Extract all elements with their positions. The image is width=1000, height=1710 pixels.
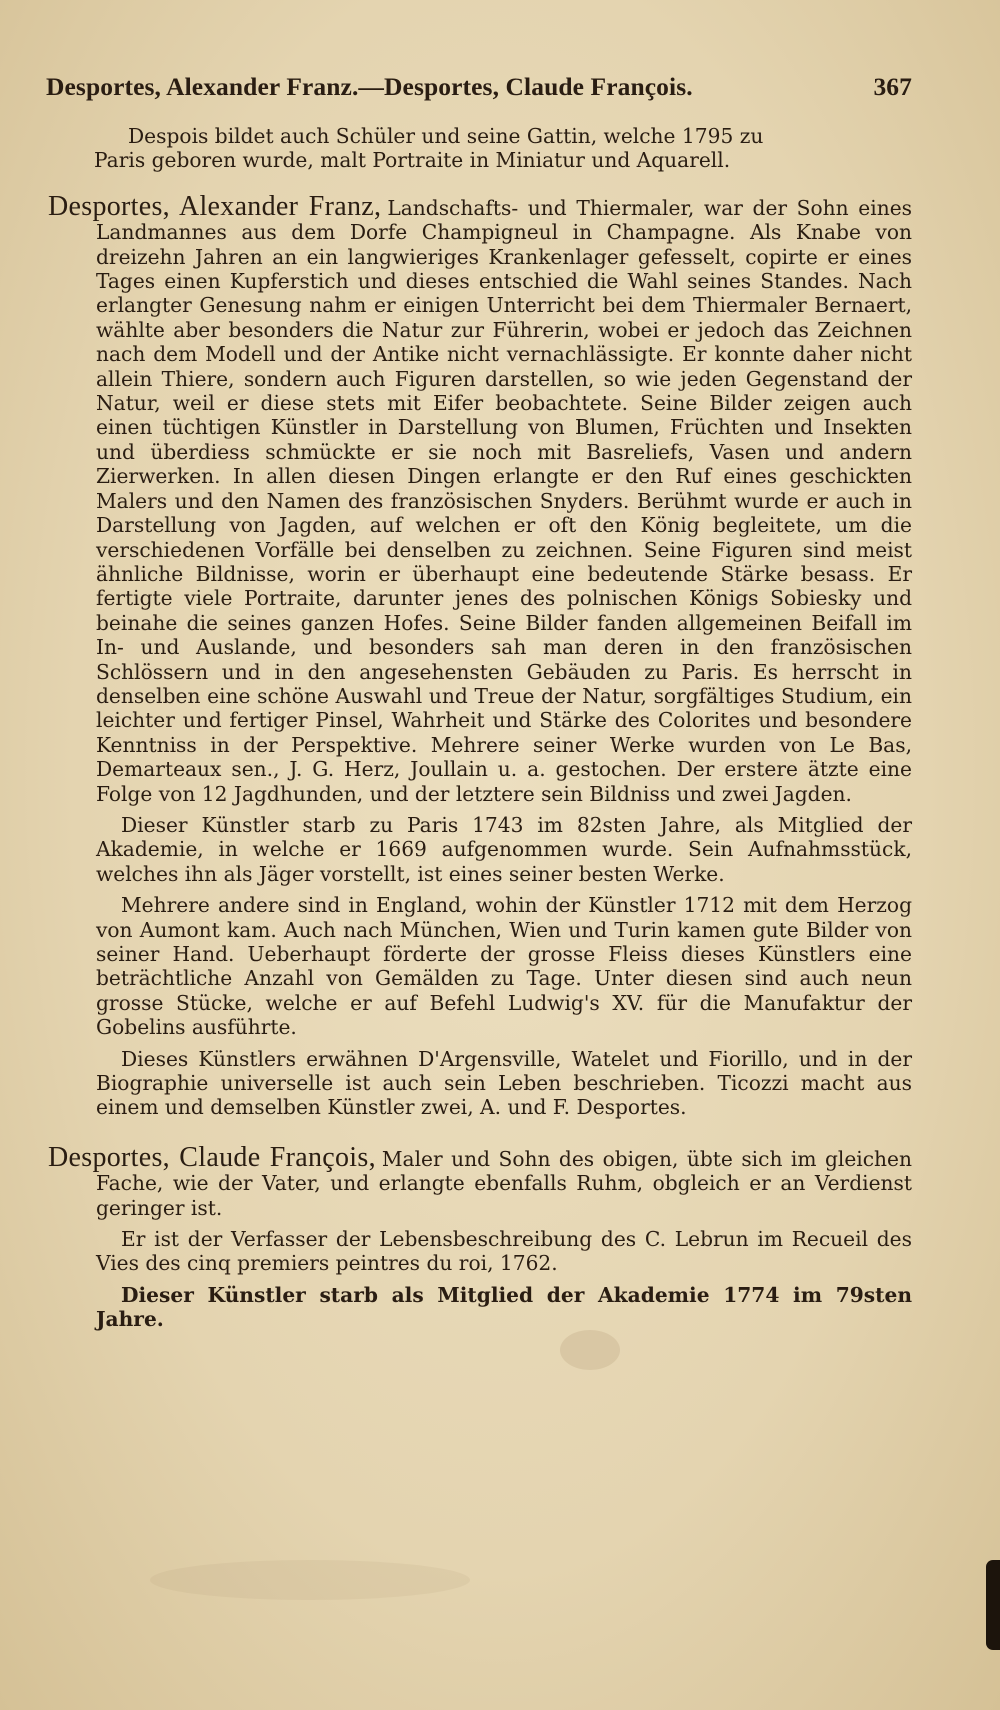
entry-paragraph: Dieses Künstlers erwähnen D'Argensville, Watelet und Fiorillo, und in der Biographie universelle ist auch sein Leben beschrieben. Ticozzi macht aus einem und demselben Künstler zwei, A. und F. Desportes.	[96, 1046, 912, 1120]
intro-line: Paris geboren wurde, malt Portraite in Miniatur und Aquarell.	[94, 148, 731, 173]
entry-paragraph-text: Landschafts- und Thiermaler, war der Sohn eines Landmannes aus dem Dorfe Champigneul in Champagne. Als Knabe von dreizehn Jahren an ein langwieriges Krankenlager gefesselt, copirte er eines Tages einen Kupferstich und dieses entschied die Wahl seines Standes. Nach erlangter Genesung nahm er einigen Unterricht bei dem Thiermaler Bernaert, wählte aber besonders die Natur zur Führerin, wobei er jedoch das Zeichnen nach dem Modell und der Antike nicht vernachlässigte. Er konnte daher nicht allein Thiere, sondern auch Figuren darstellen, so wie jeden Gegenstand der Natur, weil er diese stets mit Eifer beobachtete. Seine Bilder zeigen auch einen tüchtigen Künstler in Darstellung von Blumen, Früchten und Insekten und überdiess schmückte er sie noch mit Basreliefs, Vasen und andern Zierwerken. In allen diesen Dingen erlangte er den Ruf eines geschickten Malers und den Namen des französischen Snyders. Berühmt wurde er auch in Darstellung von Jagden, auf welchen er oft den König begleitete, um die verschiedenen Vorfälle bei denselben zu zeichnen. Seine Figuren sind meist ähnliche Bildnisse, worin er überhaupt eine bedeutende Stärke besass. Er fertigte viele Portraite, darunter jenes des polnischen Königs Sobiesky und beinahe die seines ganzen Hofes. Seine Bilder fanden allgemeinen Beifall im In- und Auslande, und besonders sah man deren in den französischen Schlössern und in den angesehensten Gebäuden zu Paris. Es herrscht in denselben eine schöne Auswahl und Treue der Natur, sorgfältiges Studium, ein leichter und fertiger Pinsel, Wahrheit und Stärke des Colorites und besondere Kenntniss in der Perspektive. Mehrere seiner Werke wurden von Le Bas, Demarteaux sen., J. G. Herz, Joullain u. a. gestochen. Der erstere ätzte eine Folge von 12 Jagdhunden, und der letztere sein Bildniss und zwei Jagden.	[96, 195, 913, 806]
entry-alexander-franz	[46, 190, 913, 1120]
entry-paragraph: Dieser Künstler starb als Mitglied der Akademie 1774 im 79sten Jahre.	[96, 1282, 912, 1332]
paper-stain	[150, 1560, 470, 1600]
entry-headword: Desportes, Alexander Franz,	[48, 190, 382, 222]
page-number: 367	[873, 72, 912, 101]
entry-paragraph	[46, 190, 913, 806]
entry-paragraph	[46, 1141, 912, 1220]
intro-text	[46, 124, 912, 173]
binding-edge	[986, 1560, 1000, 1650]
paper-stain	[560, 1330, 620, 1370]
entry-paragraph: Mehrere andere sind in England, wohin der Künstler 1712 mit dem Herzog von Aumont kam. Auch nach München, Wien und Turin kamen gute Bilder von seiner Hand. Ueberhaupt förderte der grosse Fleiss dieses Künstlers eine beträchtliche Anzahl von Gemälden zu Tage. Unter diesen sind auch neun grosse Stücke, welche er auf Befehl Ludwig's XV. für die Manufaktur der Gobelins ausführte.	[96, 893, 912, 1040]
running-head	[46, 72, 912, 102]
entry-paragraph: Dieser Künstler starb zu Paris 1743 im 82sten Jahre, als Mitglied der Akademie, in welche er 1669 aufgenommen wurde. Sein Aufnahmsstück, welches ihn als Jäger vorstellt, ist eines seiner besten Werke.	[96, 812, 912, 886]
entry-headword: Desportes, Claude François,	[48, 1141, 376, 1173]
intro-line: Despois bildet auch Schüler und seine Gattin, welche 1795 zu	[128, 124, 764, 148]
entry-paragraph: Er ist der Verfasser der Lebensbeschreibung des C. Lebrun im Recueil des Vies des cinq premiers peintres du roi, 1762.	[96, 1227, 912, 1276]
entry-claude-francois	[46, 1141, 912, 1332]
running-head-title: Desportes, Alexander Franz.—Desportes, Claude François.	[46, 72, 693, 101]
entry-paragraph-text: Maler und Sohn des obigen, übte sich im gleichen Fache, wie der Vater, und erlangte ebenfalls Ruhm, obgleich er an Verdienst geringer ist.	[96, 1146, 912, 1220]
